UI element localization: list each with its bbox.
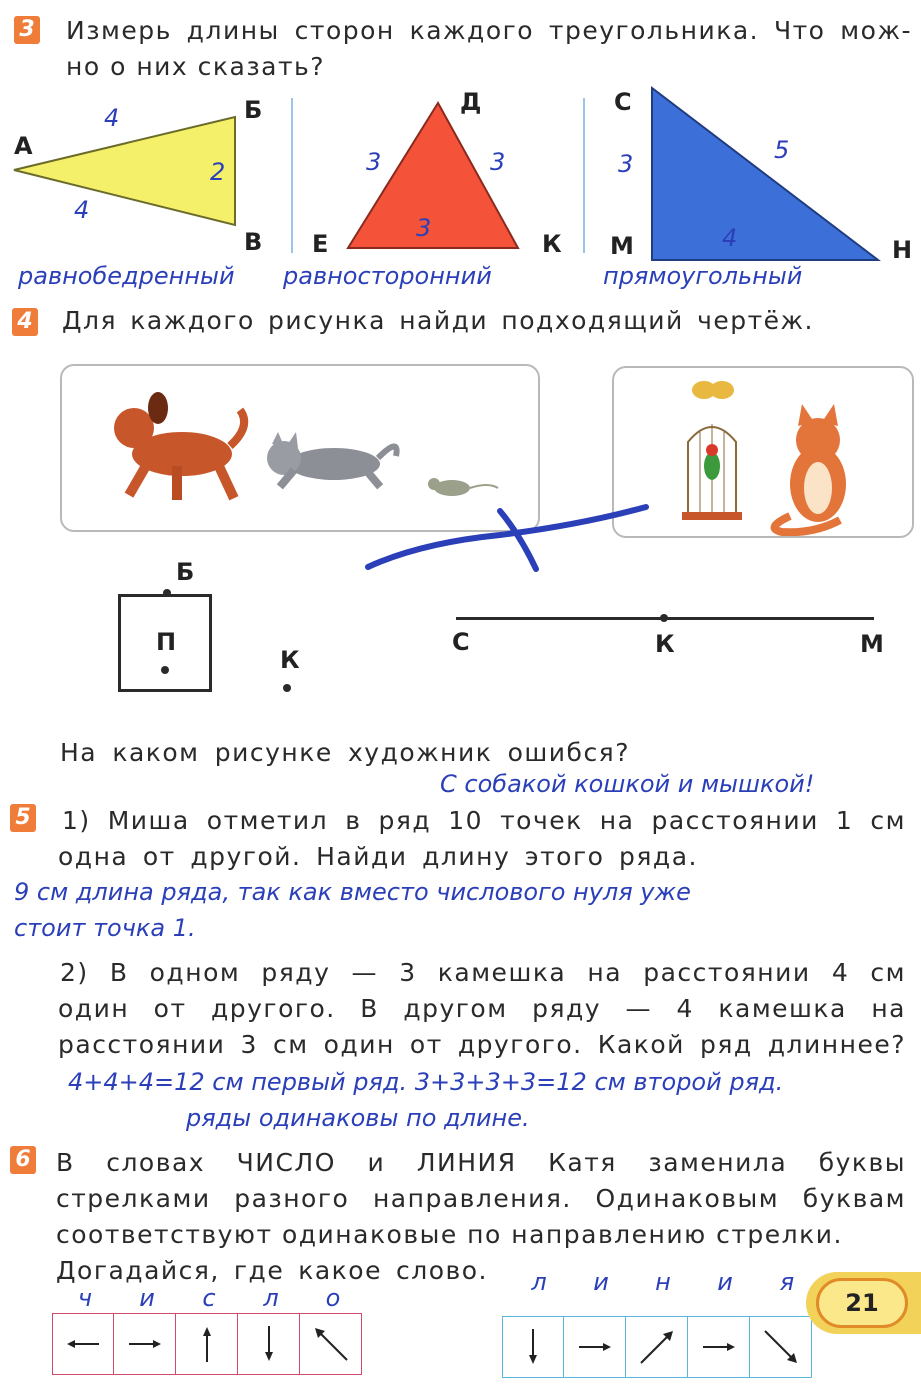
word1-letter: ч bbox=[77, 1284, 93, 1312]
divider-1 bbox=[291, 98, 293, 253]
triangle2-side-ek: 3 bbox=[416, 214, 432, 242]
word2-letter: и bbox=[593, 1268, 609, 1296]
arrow-up-right-icon bbox=[626, 1316, 688, 1378]
task-number-4: 4 bbox=[12, 308, 38, 336]
pen-cross-mark bbox=[360, 495, 660, 585]
task5-part2-answer-line2: ряды одинаковы по длине. bbox=[186, 1104, 530, 1132]
word2-arrow-row bbox=[502, 1316, 812, 1378]
task6-line3: соответствуют одинаковые по направлению стрелки. bbox=[56, 1220, 843, 1249]
task5-part2-line2: один от другого. В другом ряду — 4 камешка на bbox=[58, 994, 906, 1023]
task5-part1-answer-line1: 9 см длина ряда, так как вместо числового нуля уже bbox=[14, 878, 691, 906]
arrow-left-icon bbox=[52, 1313, 114, 1375]
triangle1-vertex-b: Б bbox=[244, 96, 263, 124]
arrow-down-icon bbox=[238, 1313, 300, 1375]
task3-text-line1: Измерь длины сторон каждого треугольника. Что мож- bbox=[66, 16, 912, 45]
task5-part2-line1: 2) В одном ряду — 3 камешка на расстоянии 4 см bbox=[60, 958, 906, 987]
dog-image bbox=[114, 392, 244, 500]
triangle1-side-bv: 2 bbox=[210, 158, 226, 186]
triangle1-answer: равнобедренный bbox=[18, 262, 235, 290]
word2-letter: л bbox=[531, 1268, 547, 1296]
butterfly-image bbox=[692, 381, 734, 399]
page-number-badge bbox=[806, 1272, 921, 1334]
word1-letters bbox=[54, 1284, 364, 1312]
arrow-right-icon bbox=[114, 1313, 176, 1375]
word1-letter: и bbox=[139, 1284, 155, 1312]
arrow-down-right-icon bbox=[750, 1316, 812, 1378]
triangle3-side-mn: 4 bbox=[722, 224, 738, 252]
triangle3-side-sn: 5 bbox=[774, 136, 790, 164]
square-label-b: Б bbox=[176, 558, 195, 586]
task6-line4: Догадайся, где какое слово. bbox=[56, 1256, 488, 1285]
word1-arrow-row bbox=[52, 1313, 362, 1375]
task4-text: Для каждого рисунка найди подходящий чертёж. bbox=[62, 306, 814, 335]
triangle3-vertex-s: С bbox=[614, 88, 632, 116]
page-number: 21 bbox=[816, 1278, 908, 1328]
triangle1-side-ab: 4 bbox=[104, 104, 120, 132]
task-number-5: 5 bbox=[10, 804, 36, 832]
arrow-right-icon bbox=[564, 1316, 626, 1378]
task4-question: На каком рисунке художник ошибся? bbox=[60, 738, 630, 767]
arrow-up-icon bbox=[176, 1313, 238, 1375]
square-label-k: К bbox=[280, 646, 300, 674]
task-number-3: 3 bbox=[14, 16, 40, 44]
task6-line2: стрелками разного направления. Одинаковым буквам bbox=[56, 1184, 906, 1213]
word1-letter: с bbox=[202, 1284, 216, 1312]
triangle1-vertex-a: А bbox=[14, 132, 33, 160]
word2-letter: я bbox=[779, 1268, 795, 1296]
arrow-right-icon bbox=[688, 1316, 750, 1378]
task5-part1-line1: 1) Миша отметил в ряд 10 точек на расстоянии 1 см bbox=[62, 806, 906, 835]
triangle2-side-de: 3 bbox=[366, 148, 382, 176]
triangle3-side-sm: 3 bbox=[618, 150, 634, 178]
cat-image bbox=[267, 432, 397, 489]
task-number-6: 6 bbox=[10, 1146, 36, 1174]
segment-label-m: М bbox=[860, 630, 884, 658]
mouse-image bbox=[428, 478, 498, 496]
bird-cage-image bbox=[682, 424, 742, 520]
segment-label-k: К bbox=[655, 630, 675, 658]
point-k-outside bbox=[283, 684, 291, 692]
arrow-down-icon bbox=[502, 1316, 564, 1378]
triangle2-vertex-e: Е bbox=[312, 230, 329, 258]
word2-letter: н bbox=[655, 1268, 671, 1296]
divider-2 bbox=[583, 98, 585, 253]
task4-answer: С собакой кошкой и мышкой! bbox=[440, 770, 815, 798]
point-b bbox=[163, 589, 171, 597]
triangle3-vertex-m: М bbox=[610, 232, 634, 260]
arrow-up-left-icon bbox=[300, 1313, 362, 1375]
task5-part2-answer-line1: 4+4+4=12 см первый ряд. 3+3+3+3=12 см второй ряд. bbox=[68, 1068, 784, 1096]
task5-part2-line3: расстоянии 3 см один от другого. Какой ряд длиннее? bbox=[58, 1030, 906, 1059]
sitting-cat-image bbox=[775, 404, 846, 532]
task5-part1-line2: одна от другой. Найди длину этого ряда. bbox=[58, 842, 698, 871]
word1-letter: о bbox=[325, 1284, 341, 1312]
triangle2-vertex-k: К bbox=[542, 230, 562, 258]
point-k-on-segment bbox=[660, 614, 668, 622]
triangle3-answer: прямоугольный bbox=[603, 262, 803, 290]
triangle1-side-av: 4 bbox=[74, 196, 90, 224]
task5-part1-answer-line2: стоит точка 1. bbox=[14, 914, 196, 942]
word1-letter: л bbox=[263, 1284, 279, 1312]
segment-label-s: С bbox=[452, 628, 470, 656]
triangle2-vertex-d: Д bbox=[460, 88, 482, 116]
right-triangle bbox=[640, 80, 890, 265]
triangle2-answer: равносторонний bbox=[283, 262, 492, 290]
square-label-p: П bbox=[156, 628, 177, 656]
task3-text-line2: но о них сказать? bbox=[66, 52, 326, 81]
point-p bbox=[161, 666, 169, 674]
task6-line1: В словах ЧИСЛО и ЛИНИЯ Катя заменила буквы bbox=[56, 1148, 906, 1177]
word2-letters bbox=[508, 1268, 818, 1296]
triangle2-side-dk: 3 bbox=[490, 148, 506, 176]
triangle1-vertex-v: В bbox=[244, 228, 263, 256]
triangle3-vertex-n: Н bbox=[892, 236, 913, 264]
word2-letter: и bbox=[717, 1268, 733, 1296]
